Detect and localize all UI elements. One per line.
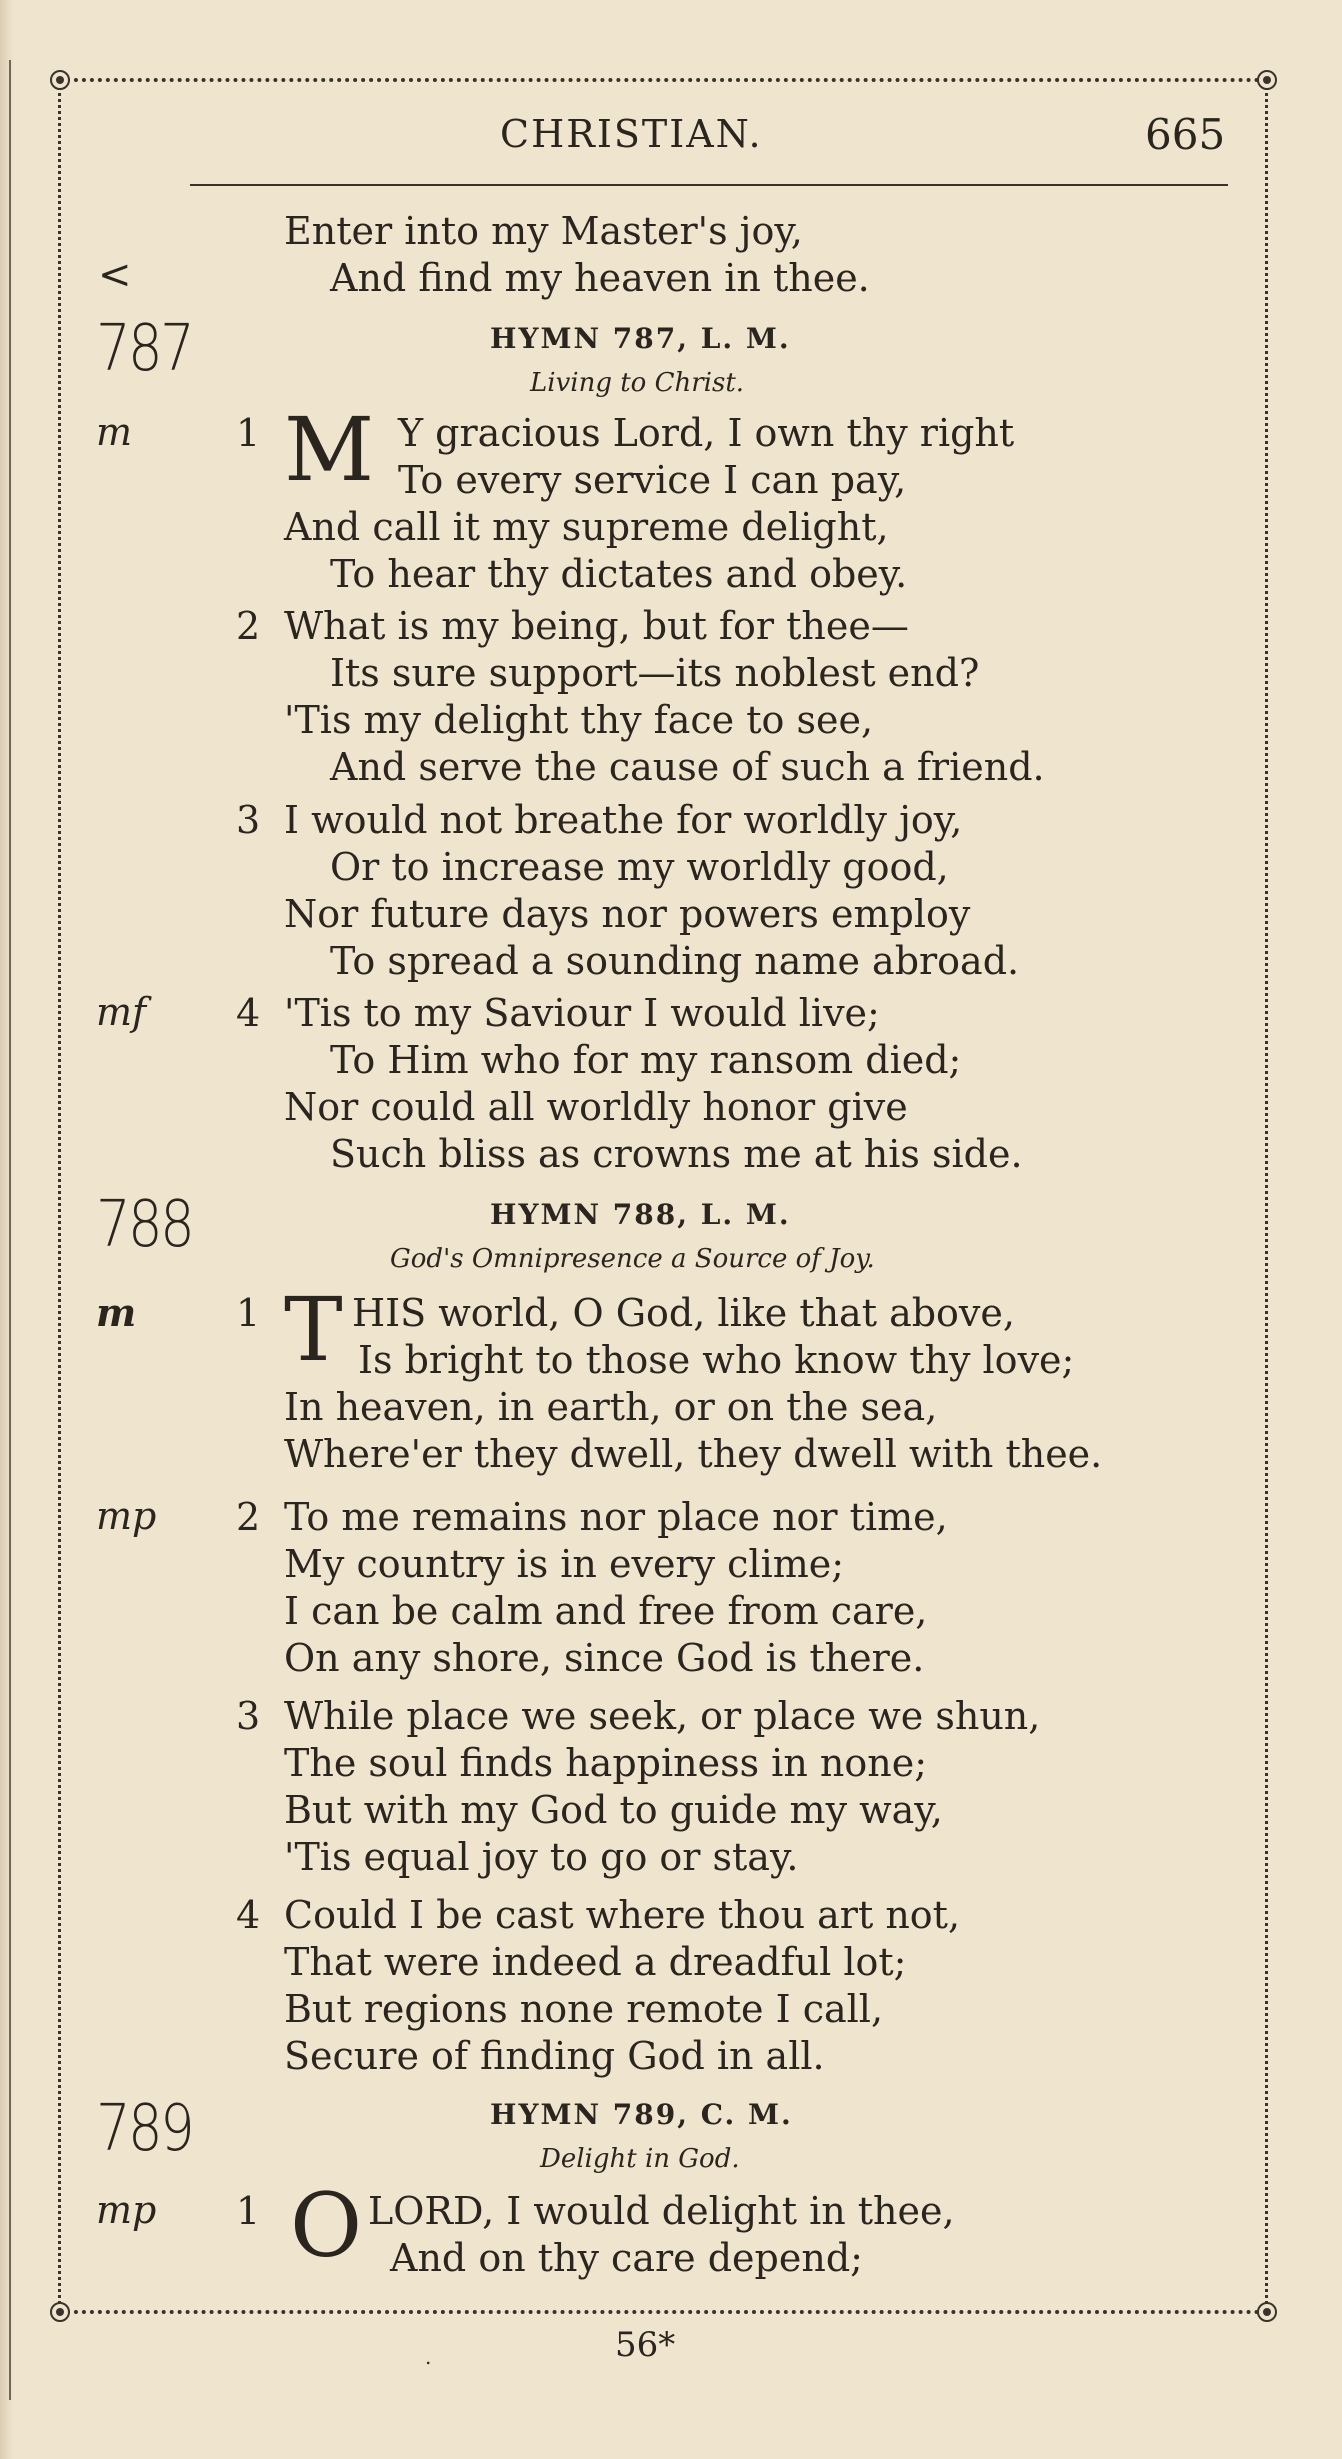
hymn-line: Such bliss as crowns me at his side.	[330, 1132, 1023, 1176]
hymn-line: What is my being, but for thee—	[284, 604, 909, 648]
margin-mark: <	[98, 252, 132, 298]
dynamic-marking: mp	[96, 1494, 157, 1538]
stanza-number: 4	[236, 991, 261, 1035]
hymn-line: To spread a sounding name abroad.	[330, 939, 1020, 983]
hymn-line: In heaven, in earth, or on the sea,	[284, 1385, 938, 1429]
stanza-number: 3	[236, 1694, 261, 1738]
hymn-side-number: 787	[96, 312, 193, 386]
hymn-line: 'Tis equal joy to go or stay.	[284, 1835, 799, 1879]
ornamental-border-top	[58, 78, 1268, 82]
page-number: 665	[1145, 110, 1226, 159]
hymn-heading: HYMN 787, L. M.	[490, 322, 791, 355]
hymn-line: I can be calm and free from care,	[284, 1589, 928, 1633]
hymn-line: Where'er they dwell, they dwell with thee.	[284, 1432, 1103, 1476]
ornamental-border-left	[58, 80, 63, 2310]
hymn-line: While place we seek, or place we shun,	[284, 1694, 1041, 1738]
hymn-line: 'Tis my delight thy face to see,	[284, 698, 874, 742]
dynamic-marking: m	[96, 410, 133, 454]
dynamic-marking: m	[96, 1290, 137, 1335]
hymn-line: 'Tis to my Saviour I would live;	[284, 991, 880, 1035]
footer-dot: .	[425, 2345, 432, 2369]
hymn-line: Or to increase my worldly good,	[330, 845, 949, 889]
stanza-number: 1	[236, 1291, 261, 1335]
hymn-line: Its sure support—its noblest end?	[330, 651, 980, 695]
hymn-line: My country is in every clime;	[284, 1542, 845, 1586]
hymn-line: That were indeed a dreadful lot;	[284, 1940, 907, 1984]
hymn-subtitle: Living to Christ.	[530, 368, 745, 398]
hymn-line: To hear thy dictates and obey.	[330, 552, 908, 596]
hymn-line: But with my God to guide my way,	[284, 1788, 943, 1832]
running-title: CHRISTIAN.	[500, 112, 763, 156]
drop-cap: O	[290, 2174, 363, 2277]
corner-ornament-top-left	[50, 70, 70, 90]
stanza-number: 1	[236, 2189, 261, 2233]
hymn-line: And serve the cause of such a friend.	[330, 745, 1045, 789]
hymn-line: I would not breathe for worldly joy,	[284, 798, 963, 842]
binding-line	[9, 60, 11, 2400]
hymn-line: The soul finds happiness in none;	[284, 1741, 927, 1785]
intro-line: Enter into my Master's joy,	[284, 209, 803, 253]
hymn-subtitle: God's Omnipresence a Source of Joy.	[390, 1244, 875, 1274]
hymn-line: And on thy care depend;	[390, 2236, 863, 2280]
hymn-heading: HYMN 788, L. M.	[490, 1198, 791, 1231]
hymn-side-number: 789	[96, 2092, 193, 2166]
hymn-subtitle: Delight in God.	[540, 2144, 740, 2174]
hymn-side-number: 788	[96, 1188, 193, 1262]
hymn-line: Nor could all worldly honor give	[284, 1085, 908, 1129]
dynamic-marking: mp	[96, 2188, 157, 2232]
ornamental-border-bottom	[58, 2310, 1268, 2314]
stanza-number: 4	[236, 1893, 261, 1937]
hymn-line: Nor future days nor powers employ	[284, 892, 971, 936]
intro-line: And find my heaven in thee.	[330, 256, 870, 300]
hymn-line: LORD, I would delight in thee,	[368, 2189, 955, 2233]
hymn-line: To me remains nor place nor time,	[284, 1495, 948, 1539]
stanza-number: 1	[236, 411, 261, 455]
hymn-line: HIS world, O God, like that above,	[352, 1291, 1015, 1335]
signature-mark: 56*	[615, 2325, 676, 2365]
corner-ornament-top-right	[1257, 70, 1277, 90]
hymn-line: To every service I can pay,	[398, 458, 907, 502]
hymn-line: Secure of finding God in all.	[284, 2034, 825, 2078]
hymn-line: Is bright to those who know thy love;	[358, 1338, 1075, 1382]
drop-cap: M	[284, 398, 375, 501]
hymn-heading: HYMN 789, C. M.	[490, 2098, 793, 2131]
header-rule	[190, 184, 1228, 186]
hymn-line: Could I be cast where thou art not,	[284, 1893, 961, 1937]
corner-ornament-bottom-left	[50, 2302, 70, 2322]
drop-cap: T	[284, 1278, 343, 1381]
hymn-line: And call it my supreme delight,	[284, 505, 889, 549]
page-binding	[0, 0, 14, 2459]
hymn-line: Y gracious Lord, I own thy right	[398, 411, 1015, 455]
hymn-line: On any shore, since God is there.	[284, 1636, 925, 1680]
stanza-number: 2	[236, 604, 261, 648]
stanza-number: 2	[236, 1495, 261, 1539]
hymn-line: But regions none remote I call,	[284, 1987, 884, 2031]
corner-ornament-bottom-right	[1257, 2302, 1277, 2322]
ornamental-border-right	[1265, 80, 1270, 2310]
stanza-number: 3	[236, 798, 261, 842]
dynamic-marking: mf	[96, 990, 147, 1034]
hymn-line: To Him who for my ransom died;	[330, 1038, 962, 1082]
